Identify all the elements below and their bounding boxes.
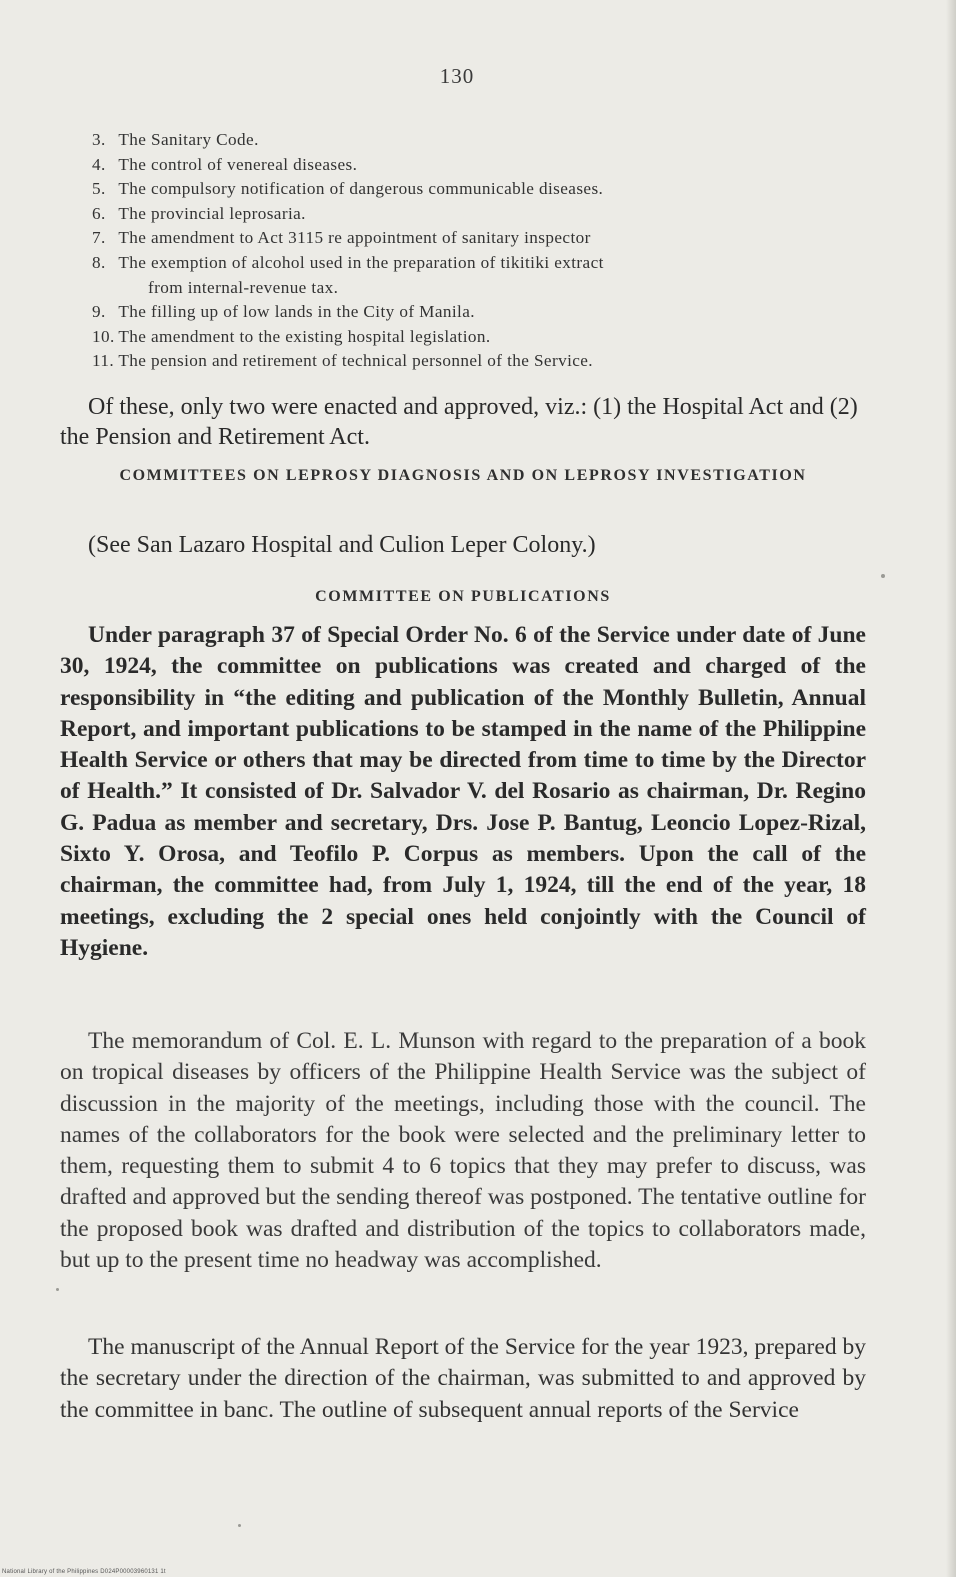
list-item-text: The amendment to Act 3115 re appointment of sanitary inspector <box>118 228 591 248</box>
list-item-number: 3. <box>92 130 106 149</box>
list-item-number: 6. <box>92 203 106 223</box>
legislation-list <box>92 128 866 374</box>
list-item-text: The Sanitary Code. <box>118 130 259 149</box>
publications-paragraph-2-text: The memorandum of Col. E. L. Munson with regard to the preparation of a book on tropical diseases by officers of the Philippine Health Service was the subject of discussion in the majority of the meetings, including those with the council. The names of the collaborators for the book were selected and the preliminary letter to them, requesting them to submit 4 to 6 topics that they may prefer to discuss, was drafted and approved but the sending thereof was postponed. The tentative outline for the proposed book was drafted and distribution of the topics to collaborators made, but up to the present time no headway was accomplished. <box>60 1028 866 1274</box>
list-item <box>92 226 866 251</box>
list-item-text: The compulsory notification of dangerous communicable diseases. <box>118 179 604 199</box>
list-item <box>92 202 866 227</box>
list-item-number: 4. <box>92 154 106 174</box>
list-item-text: The filling up of low lands in the City of Manila. <box>118 302 475 322</box>
list-item-number: 8. <box>92 252 106 272</box>
heading-publications-committee: COMMITTEE ON PUBLICATIONS <box>315 588 611 605</box>
publications-paragraph-2 <box>60 1026 866 1276</box>
list-item-number: 5. <box>92 179 106 199</box>
list-item <box>92 325 866 350</box>
page-number: 130 <box>439 64 475 88</box>
page-edge-shadow <box>946 0 956 1577</box>
publications-paragraph-3-text: The manuscript of the Annual Report of the Service for the year 1923, prepared by the secretary under the direction of the chairman, was submitted to and approved by the committee in banc. The outline of subsequent annual reports of the Service <box>60 1334 866 1423</box>
paper-speck <box>56 1288 59 1291</box>
list-item <box>92 251 866 300</box>
heading-leprosy-committees: COMMITTEES ON LEPROSY DIAGNOSIS AND ON LEPROSY INVESTIGATION <box>119 467 807 484</box>
list-item-number: 11. <box>92 351 115 371</box>
paper-speck <box>881 574 885 578</box>
publications-paragraph-3 <box>60 1332 866 1426</box>
list-item-text: The amendment to the existing hospital legislation. <box>118 326 491 346</box>
publications-paragraph-1-text: Under paragraph 37 of Special Order No. 6 of the Service under date of June 30, 1924, the committee on publications was created and charged of the responsibility in “the editing and publication of the Monthly Bulletin, Annual Report, and important publications to be stamped in the name of the Philippine Health Service or others that may be directed from time to time by the Director of Health.” It consisted of Dr. Salvador V. del Rosario as chairman, Dr. Regino G. Padua as member and secretary, Drs. Jose P. Bantug, Leoncio Lopez-Rizal, Sixto Y. Orosa, and Teofilo P. Corpus as members. Upon the call of the chairman, the committee had, from July 1, 1924, till the end of the year, 18 meetings, excluding the 2 special ones held conjointly with the Council of Hygiene. <box>60 622 866 961</box>
see-note: (See San Lazaro Hospital and Culion Leper Colony.) <box>88 532 596 558</box>
list-item <box>92 128 866 153</box>
list-item <box>92 349 866 374</box>
publications-paragraph-1 <box>60 620 866 964</box>
library-footer: National Library of the Philippines D024P00003960131 1t <box>2 1569 166 1575</box>
list-item-text: The exemption of alcohol used in the preparation of tikitiki extract <box>118 252 604 272</box>
list-item <box>92 177 866 202</box>
list-item-text: The control of venereal diseases. <box>118 154 358 174</box>
list-item <box>92 300 866 325</box>
list-item-number: 7. <box>92 228 106 248</box>
paper-speck <box>238 1524 241 1527</box>
list-item-number: 9. <box>92 302 106 322</box>
summary-paragraph: Of these, only two were enacted and approved, viz.: (1) the Hospital Act and (2) the Pension and Retirement Act. <box>60 394 858 450</box>
list-item-continuation: from internal-revenue tax. <box>148 277 339 297</box>
list-item-number: 10. <box>92 326 115 346</box>
list-item-text: The pension and retirement of technical personnel of the Service. <box>118 351 594 371</box>
list-item <box>92 153 866 178</box>
list-item-text: The provincial leprosaria. <box>118 203 306 223</box>
